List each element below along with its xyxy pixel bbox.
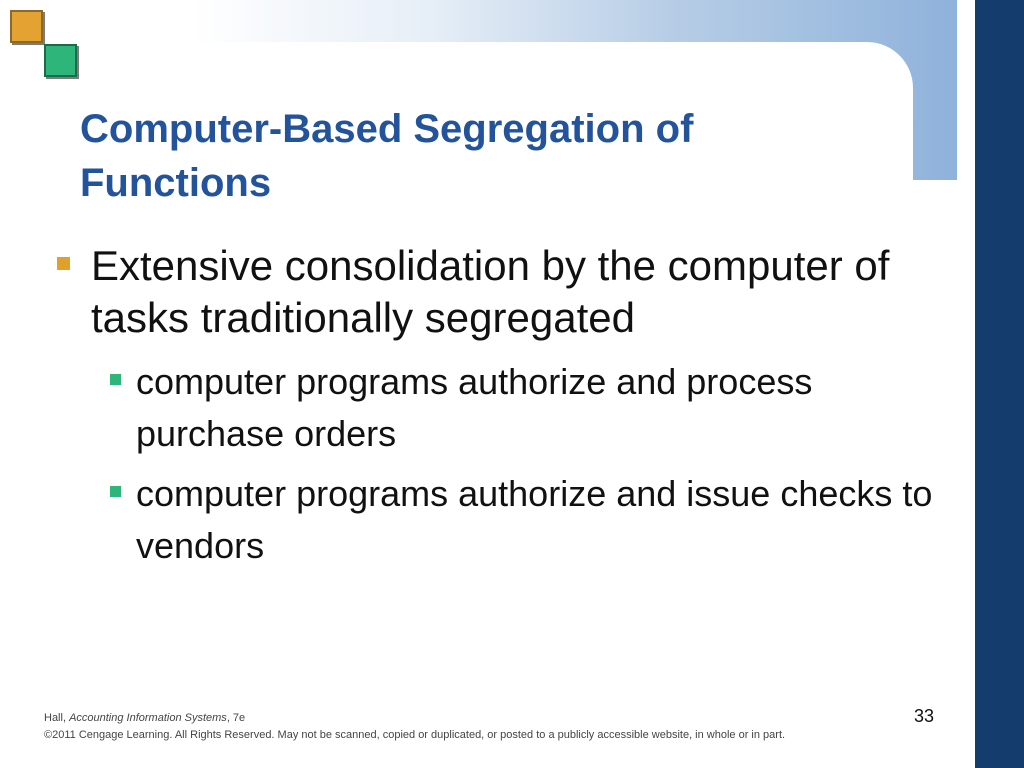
green-square-bullet-icon bbox=[110, 374, 121, 385]
right-accent-band bbox=[975, 0, 1024, 768]
sub-bullet-purchase-orders: computer programs authorize and process purchase orders bbox=[136, 361, 813, 454]
footer-book-title: Accounting Information Systems bbox=[69, 712, 227, 724]
footer-author: Hall, bbox=[44, 712, 70, 724]
orange-square-bullet-icon bbox=[57, 257, 70, 270]
footer-edition: , 7e bbox=[226, 712, 246, 724]
bullet-extensive-consolidation: Extensive consolidation by the computer of tasks traditionally segregated bbox=[91, 242, 890, 341]
green-square-icon bbox=[44, 44, 77, 77]
slide-title: Computer-Based Segregation of Functions bbox=[80, 107, 694, 205]
green-square-bullet-icon bbox=[110, 486, 121, 497]
orange-square-icon bbox=[10, 10, 43, 43]
page-number: 33 bbox=[914, 706, 935, 726]
footer-citation bbox=[44, 712, 245, 724]
sub-bullet-checks-to-vendors: computer programs authorize and issue checks to vendors bbox=[136, 473, 933, 566]
footer-copyright: ©2011 Cengage Learning. All Rights Reserved. May not be scanned, copied or duplicated, or posted to a publicly accessible website, in whole or in part. bbox=[44, 729, 786, 741]
